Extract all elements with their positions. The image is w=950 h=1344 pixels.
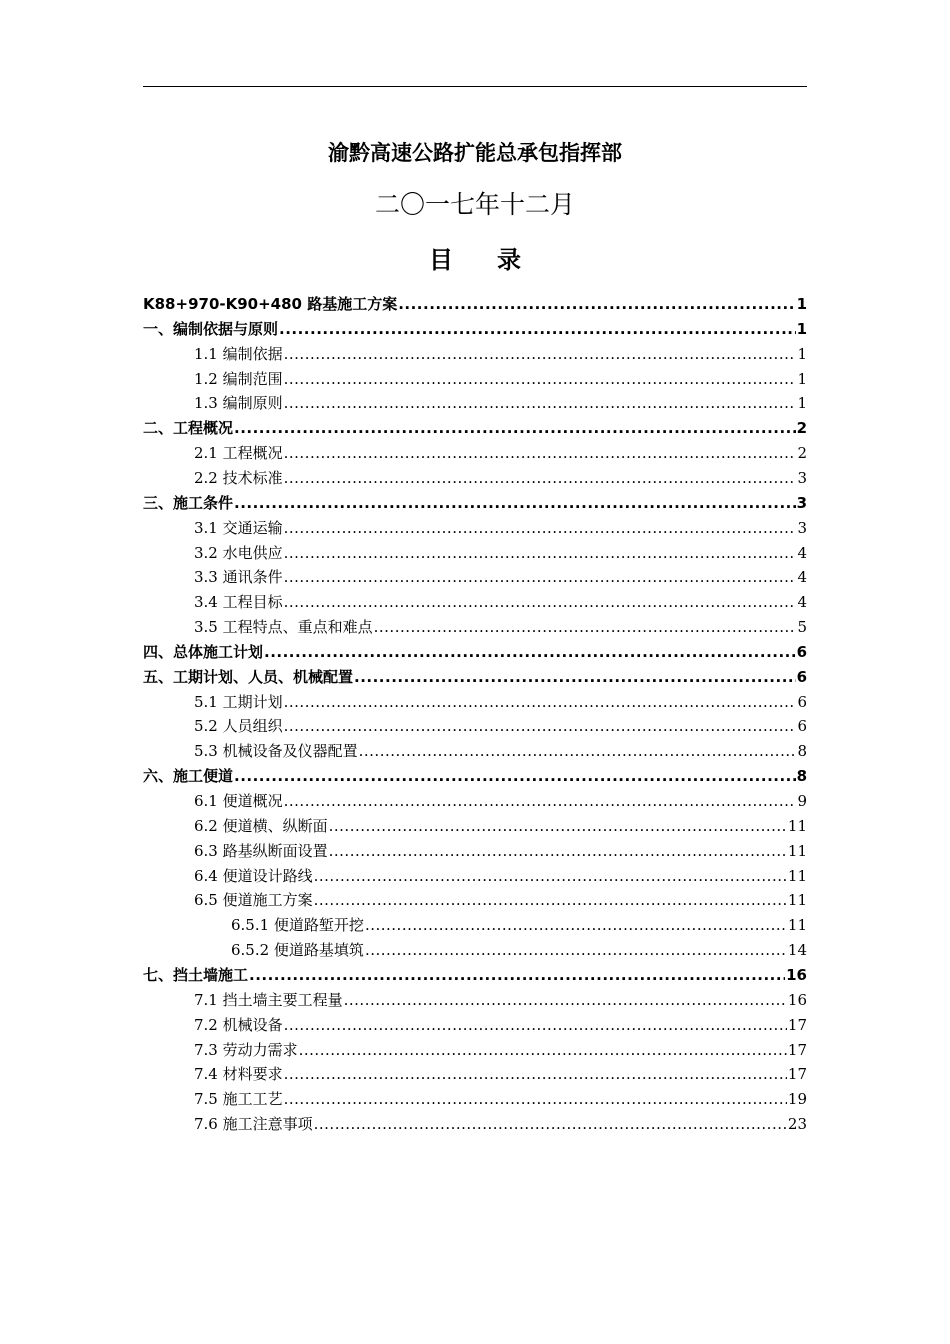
toc-leader-dots [234, 493, 796, 513]
toc-entry-page: 5 [797, 618, 807, 636]
toc-leader-dots [234, 418, 796, 438]
toc-leader-dots [354, 667, 796, 687]
toc-entry-label: 三、施工条件 [143, 494, 234, 512]
toc-entry-label: 3.4 工程目标 [194, 593, 283, 611]
toc-entry-label: 6.5.2 便道路基填筑 [231, 941, 364, 959]
toc-entry[interactable] [143, 414, 807, 438]
toc-entry-page: 6 [797, 717, 807, 735]
toc-entry-page: 11 [787, 891, 807, 909]
toc-entry-page: 9 [797, 792, 807, 810]
toc-entry-page: 23 [787, 1115, 807, 1133]
toc-entry[interactable] [143, 787, 807, 811]
header-rule [143, 86, 807, 87]
toc-leader-dots [314, 866, 787, 886]
toc-entry-page: 2 [797, 444, 807, 462]
toc-entry-page: 6 [796, 643, 807, 661]
toc-entry-label: 6.2 便道横、纵断面 [194, 817, 328, 835]
toc-leader-dots [314, 1114, 787, 1134]
toc-entry[interactable] [143, 986, 807, 1010]
document-date: 二〇一七年十二月 [374, 190, 575, 219]
toc-entry[interactable] [143, 539, 807, 563]
toc-entry-label: 6.5 便道施工方案 [194, 891, 313, 909]
toc-entry[interactable] [143, 365, 807, 389]
toc-entry-label: 3.2 水电供应 [194, 544, 283, 562]
toc-entry[interactable] [143, 911, 807, 935]
toc-leader-dots [284, 1015, 787, 1035]
toc-leader-dots [284, 518, 797, 538]
toc-entry-label: 7.6 施工注意事项 [194, 1115, 313, 1133]
toc-entry-label: 四、总体施工计划 [143, 643, 264, 661]
toc-entry[interactable] [143, 514, 807, 538]
toc-entry[interactable] [143, 688, 807, 712]
toc-title-char: 目 [429, 246, 453, 274]
toc-entry[interactable] [143, 737, 807, 761]
toc-entry-page: 4 [797, 568, 807, 586]
toc-entry[interactable] [143, 464, 807, 488]
toc-entry[interactable] [143, 340, 807, 364]
toc-leader-dots [284, 543, 797, 563]
toc-entry-label: 一、编制依据与原则 [143, 320, 279, 338]
toc-entry-page: 11 [787, 817, 807, 835]
toc-entry-page: 17 [787, 1016, 807, 1034]
toc-entry[interactable] [143, 489, 807, 513]
toc-entry-label: 2.2 技术标准 [194, 469, 283, 487]
toc-leader-dots [344, 990, 787, 1010]
toc-leader-dots [264, 642, 796, 662]
toc-entry-page: 2 [796, 419, 807, 437]
toc-entry-page: 4 [797, 544, 807, 562]
toc-entry-label: 5.3 机械设备及仪器配置 [194, 742, 358, 760]
toc-entry-page: 6 [796, 668, 807, 686]
toc-entry-label: 5.2 人员组织 [194, 717, 283, 735]
toc-leader-dots [284, 468, 797, 488]
toc-leader-dots [279, 319, 796, 339]
toc-entry-label: 7.1 挡土墙主要工程量 [194, 991, 343, 1009]
toc-entry-label: 6.4 便道设计路线 [194, 867, 313, 885]
toc-leader-dots [365, 940, 787, 960]
toc-entry[interactable] [143, 439, 807, 463]
toc-entry-page: 4 [797, 593, 807, 611]
toc-leader-dots [374, 617, 797, 637]
toc-entry[interactable] [143, 663, 807, 687]
toc-entry-label: 7.2 机械设备 [194, 1016, 283, 1034]
toc-entry[interactable] [143, 1110, 807, 1134]
toc-entry-page: 3 [797, 469, 807, 487]
toc-entry-label: 6.5.1 便道路堑开挖 [231, 916, 364, 934]
toc-leader-dots [284, 592, 797, 612]
toc-title [0, 240, 950, 275]
toc-entry[interactable] [143, 1036, 807, 1060]
toc-leader-dots [284, 567, 797, 587]
toc-leader-dots [284, 791, 797, 811]
toc-leader-dots [284, 369, 797, 389]
toc-entry-label: 六、施工便道 [143, 767, 234, 785]
toc-leader-dots [398, 294, 795, 314]
toc-entry[interactable] [143, 1085, 807, 1109]
toc-entry[interactable] [143, 712, 807, 736]
toc-entry-label: 2.1 工程概况 [194, 444, 283, 462]
toc-leader-dots [365, 915, 787, 935]
toc-entry[interactable] [143, 886, 807, 910]
toc-entry-label: 3.1 交通运输 [194, 519, 283, 537]
toc-entry[interactable] [143, 638, 807, 662]
toc-leader-dots [249, 965, 785, 985]
toc-entry-page: 8 [796, 767, 807, 785]
toc-entry-page: 3 [797, 519, 807, 537]
toc-entry[interactable] [143, 1011, 807, 1035]
toc-entry-label: 3.3 通讯条件 [194, 568, 283, 586]
toc-entry-label: 1.2 编制范围 [194, 370, 283, 388]
toc-entry-page: 11 [787, 867, 807, 885]
toc-entry-page: 16 [787, 991, 807, 1009]
toc-entry[interactable] [143, 862, 807, 886]
toc-entry[interactable] [143, 837, 807, 861]
toc-entry[interactable] [143, 613, 807, 637]
toc-entry-page: 8 [797, 742, 807, 760]
toc-entry-page: 11 [787, 842, 807, 860]
toc-leader-dots [284, 393, 797, 413]
toc-entry-page: 3 [796, 494, 807, 512]
toc-entry-label: 七、挡土墙施工 [143, 966, 249, 984]
toc-entry-page: 17 [787, 1041, 807, 1059]
toc-entry-label: 五、工期计划、人员、机械配置 [143, 668, 354, 686]
toc-entry-label: 1.1 编制依据 [194, 345, 283, 363]
toc-leader-dots [329, 816, 787, 836]
toc-entry-label: 二、工程概况 [143, 419, 234, 437]
toc-entry-label: 6.1 便道概况 [194, 792, 283, 810]
toc-entry-label: 7.3 劳动力需求 [194, 1041, 298, 1059]
toc-entry[interactable] [143, 563, 807, 587]
toc-entry-page: 16 [786, 966, 807, 984]
toc-leader-dots [314, 890, 787, 910]
toc-entry[interactable] [143, 961, 807, 985]
toc-entry-label: 1.3 编制原则 [194, 394, 283, 412]
toc-leader-dots [284, 1089, 787, 1109]
toc-entry-page: 1 [797, 370, 807, 388]
toc-entry[interactable] [143, 1060, 807, 1084]
toc-entry-label: 3.5 工程特点、重点和难点 [194, 618, 373, 636]
toc-leader-dots [284, 443, 797, 463]
toc-entry[interactable] [143, 290, 807, 314]
toc-title-char: 录 [497, 246, 521, 274]
toc-leader-dots [359, 741, 797, 761]
toc-entry-page: 17 [787, 1065, 807, 1083]
toc-entry[interactable] [143, 936, 807, 960]
toc-entry-label: 7.5 施工工艺 [194, 1090, 283, 1108]
toc-leader-dots [284, 1064, 787, 1084]
toc-leader-dots [299, 1040, 787, 1060]
organization-name: 渝黔高速公路扩能总承包指挥部 [328, 141, 622, 165]
toc-leader-dots [284, 716, 797, 736]
toc-entry[interactable] [143, 812, 807, 836]
toc-entry-page: 11 [787, 916, 807, 934]
toc-entry-page: 1 [797, 394, 807, 412]
toc-entry[interactable] [143, 588, 807, 612]
toc-entry[interactable] [143, 762, 807, 786]
toc-leader-dots [329, 841, 787, 861]
toc-leader-dots [284, 344, 797, 364]
toc-entry-page: 1 [796, 295, 807, 313]
toc-entry[interactable] [143, 315, 807, 339]
toc-entry-page: 14 [787, 941, 807, 959]
toc-entry-page: 1 [797, 345, 807, 363]
toc-entry-label: 7.4 材料要求 [194, 1065, 283, 1083]
toc-entry-label: 6.3 路基纵断面设置 [194, 842, 328, 860]
toc-entry[interactable] [143, 389, 807, 413]
toc-entry-label: K88+970-K90+480 路基施工方案 [143, 295, 398, 313]
toc-leader-dots [234, 766, 796, 786]
toc-entry-page: 19 [787, 1090, 807, 1108]
toc-entry-page: 1 [796, 320, 807, 338]
toc-entry-page: 6 [797, 693, 807, 711]
toc-entry-label: 5.1 工期计划 [194, 693, 283, 711]
toc-leader-dots [284, 692, 797, 712]
